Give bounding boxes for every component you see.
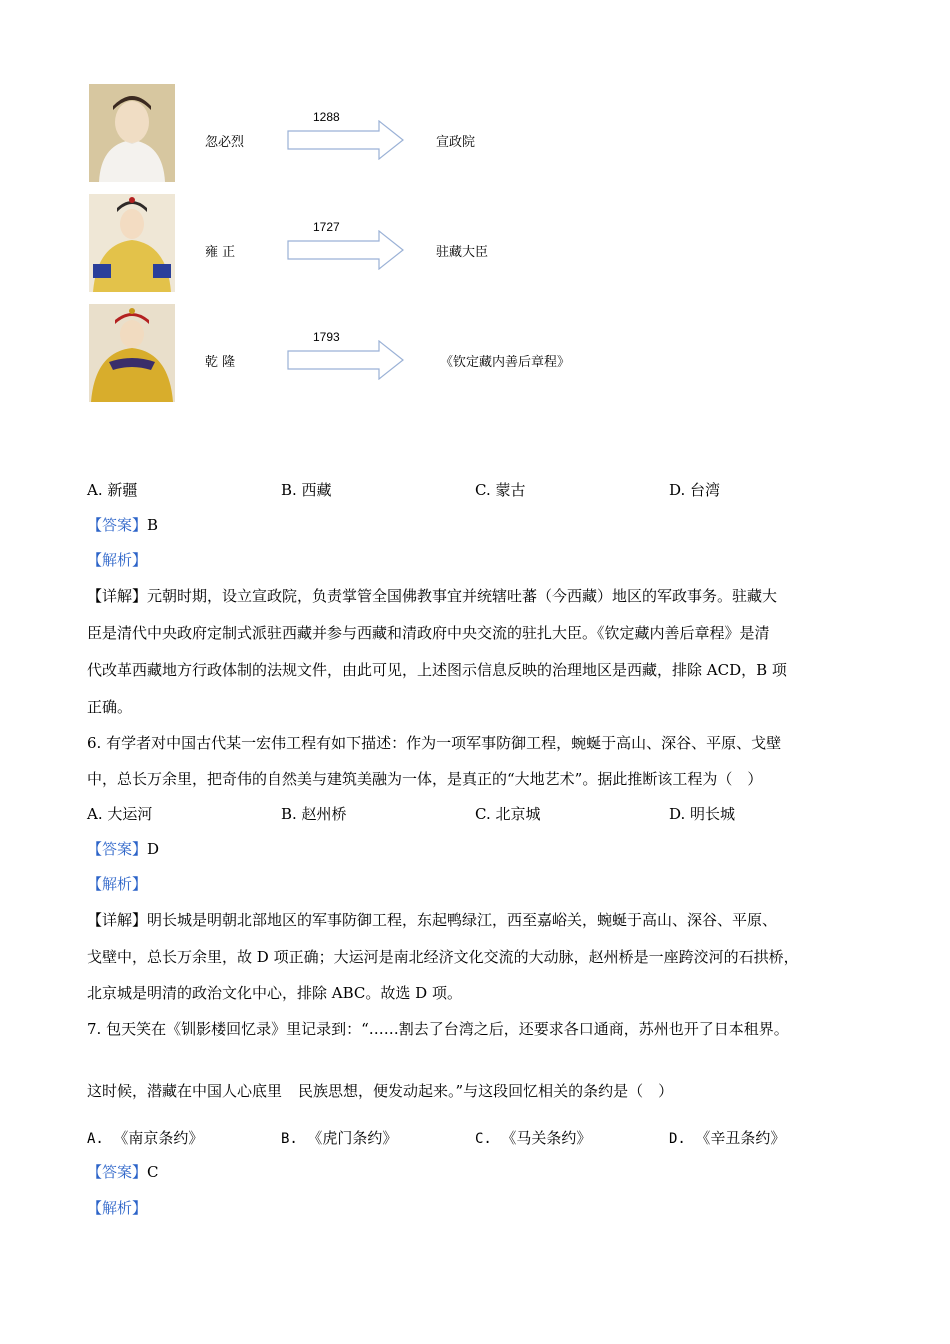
q5-analysis <box>87 550 147 570</box>
q5-detail-line-4: 正确。 <box>87 698 133 716</box>
answer-tag: 【答案】 <box>87 1163 148 1181</box>
q5-detail-line-3: 代改革西藏地方行政体制的法规文件，由此可见，上述图示信息反映的治理地区是西藏，排除 ACD，B 项 <box>87 661 787 679</box>
portrait-hat-knob <box>129 197 135 203</box>
figure-target-qianlong: 《钦定藏内善后章程》 <box>440 355 571 370</box>
detail-tag: 【详解】 <box>87 911 148 929</box>
portrait-sleeve-left <box>93 264 111 278</box>
answer-value: D <box>147 840 160 858</box>
portrait-qianlong <box>89 304 175 402</box>
portrait-kublai-image <box>89 84 175 182</box>
q5-option-c: C. 蒙古 <box>475 481 526 499</box>
figure-year-kublai: 1288 <box>313 110 340 124</box>
portrait-qianlong-image <box>89 304 175 402</box>
answer-value: C <box>147 1163 159 1181</box>
q7-option-b <box>281 1128 397 1149</box>
figure-row-kublai <box>89 84 649 184</box>
detail-tag: 【详解】 <box>87 587 148 605</box>
portrait-hat-knob <box>129 308 135 314</box>
analysis-tag: 【解析】 <box>87 551 148 569</box>
option-text: 《虎门条约》 <box>307 1129 398 1147</box>
q6-option-b: B. 赵州桥 <box>281 805 347 823</box>
q7-stem-line-1: 7. 包天笑在《钏影楼回忆录》里记录到：“……割去了台湾之后，还要求各口通商，苏州也开了日本租界。 <box>87 1020 789 1038</box>
figure-year-yongzheng: 1727 <box>313 220 340 234</box>
portrait-yongzheng-image <box>89 194 175 292</box>
option-text: 《南京条约》 <box>113 1129 204 1147</box>
q7-answer <box>87 1162 159 1182</box>
arrow-icon <box>287 230 405 270</box>
portrait-face <box>120 320 144 348</box>
option-text: 《马关条约》 <box>501 1129 592 1147</box>
q5-option-d: D. 台湾 <box>669 481 721 499</box>
analysis-tag: 【解析】 <box>87 1199 148 1217</box>
q7-option-a <box>87 1128 203 1149</box>
option-letter: A. <box>87 1131 104 1147</box>
figure-row-yongzheng <box>89 194 649 294</box>
answer-tag: 【答案】 <box>87 840 148 858</box>
figure-name-kublai: 忽必烈 <box>205 135 245 150</box>
q6-stem-line-1: 6. 有学者对中国古代某一宏伟工程有如下描述：作为一项军事防御工程，蜿蜒于高山、深谷、平原、戈壁 <box>87 734 782 752</box>
option-text: 《辛丑条约》 <box>695 1129 786 1147</box>
option-letter: C. <box>475 1131 492 1147</box>
q6-option-d: D. 明长城 <box>669 805 736 823</box>
portrait-sleeve-right <box>153 264 171 278</box>
arrow-icon <box>287 120 405 160</box>
portrait-kublai <box>89 84 175 182</box>
analysis-tag: 【解析】 <box>87 875 148 893</box>
option-letter: D. <box>669 1131 686 1147</box>
q5-option-a: A. 新疆 <box>87 481 138 499</box>
portrait-face <box>115 101 149 143</box>
option-letter: B. <box>281 1131 298 1147</box>
q7-stem-part-b: 民族思想，便发动起来。”与这段回忆相关的条约是（ ） <box>298 1082 674 1100</box>
answer-tag: 【答案】 <box>87 516 148 534</box>
q6-analysis <box>87 874 147 894</box>
detail-text: 明长城是明朝北部地区的军事防御工程，东起鸭绿江，西至嘉峪关，蜿蜒于高山、深谷、平原、 <box>147 911 778 929</box>
q6-option-a: A. 大运河 <box>87 805 153 823</box>
portrait-yongzheng <box>89 194 175 292</box>
figure-name-yongzheng: 雍 正 <box>205 245 236 260</box>
q6-detail-line-1 <box>87 910 777 930</box>
q5-option-b: B. 西藏 <box>281 481 332 499</box>
q7-option-d <box>669 1128 785 1149</box>
answer-value: B <box>147 516 159 534</box>
q7-stem-part-a: 这时候，潜藏在中国人心底里 <box>87 1082 283 1100</box>
arrow-icon <box>287 340 405 380</box>
q5-answer <box>87 515 158 535</box>
q5-detail-line-1 <box>87 586 777 606</box>
q6-detail-line-2: 戈壁中，总长万余里，故 D 项正确；大运河是南北经济文化交流的大动脉，赵州桥是一座跨洨河的石拱桥， <box>87 948 799 966</box>
q6-answer <box>87 839 159 859</box>
figure-row-qianlong <box>89 304 649 404</box>
portrait-face <box>120 209 144 239</box>
q6-stem-line-2: 中，总长万余里，把奇伟的自然美与建筑美融为一体，是真正的“大地艺术”。据此推断该工程为（ ） <box>87 770 763 788</box>
figure-name-qianlong: 乾 隆 <box>205 355 236 370</box>
q6-option-c: C. 北京城 <box>475 805 541 823</box>
q7-option-c <box>475 1128 591 1149</box>
figure-target-kublai: 宣政院 <box>436 135 476 150</box>
q5-detail-line-2: 臣是清代中央政府定制式派驻西藏并参与西藏和清政府中央交流的驻扎大臣。《钦定藏内善后章程》是清 <box>87 624 770 642</box>
figure-year-qianlong: 1793 <box>313 330 340 344</box>
figure-target-yongzheng: 驻藏大臣 <box>436 245 489 260</box>
detail-text: 元朝时期，设立宣政院，负责掌管全国佛教事宜并统辖吐蕃（今西藏）地区的军政事务。驻藏大 <box>147 587 778 605</box>
q7-stem-line-2 <box>87 1081 673 1101</box>
q6-detail-line-3: 北京城是明清的政治文化中心，排除 ABC。故选 D 项。 <box>87 984 462 1002</box>
q7-analysis <box>87 1198 147 1218</box>
